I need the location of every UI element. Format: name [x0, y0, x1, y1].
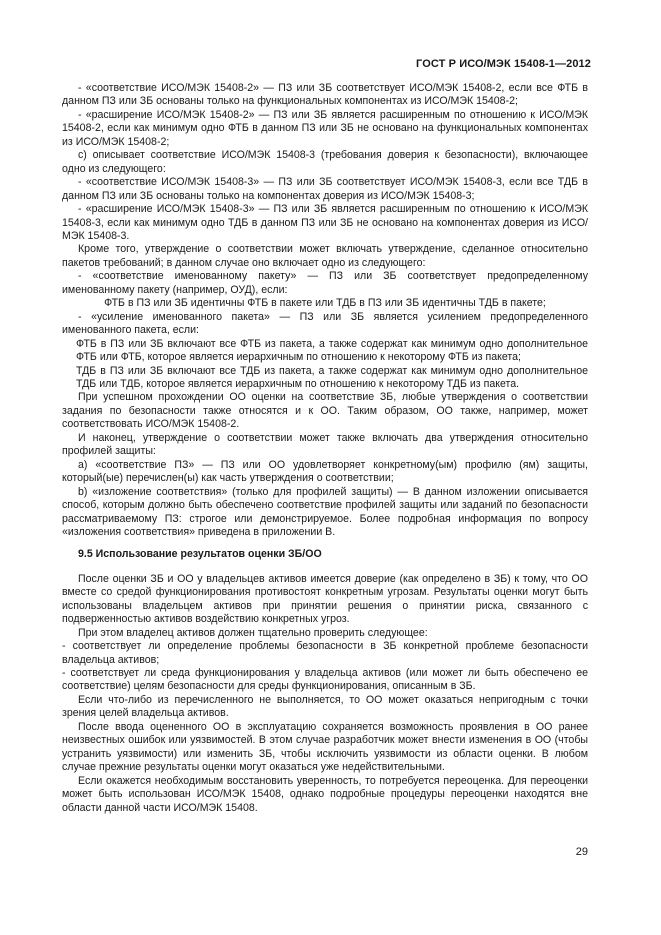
- paragraph: ФТБ в ПЗ или ЗБ включают все ФТБ из пакета, а также содержат как минимум одно дополнительное ФТБ или ФТБ, которое является иерархичным по отношению к некоторому ФТБ из пакета;: [76, 337, 588, 364]
- page-number: 29: [575, 846, 588, 858]
- paragraph: - соответствует ли среда функционирования у владельца активов (или может ли быть обеспечено ее соответствие) целям безопасности для среды функционирования, описанным в ЗБ.: [62, 667, 588, 693]
- paragraph: И наконец, утверждение о соответствии может также включать два утверждения относительно профилей защиты:: [62, 431, 588, 458]
- section-heading: 9.5 Использование результатов оценки ЗБ/ОО: [78, 548, 322, 561]
- paragraph: При этом владелец активов должен тщательно проверить следующее:: [78, 626, 428, 639]
- paragraph: с) описывает соответствие ИСО/МЭК 15408-3 (требования доверия к безопасности), включающее одно из следующего:: [62, 149, 588, 175]
- paragraph: - «соответствие именованному пакету» — ПЗ или ЗБ соответствует предопределенному именованному пакету (например, ОУД), если:: [62, 270, 588, 296]
- paragraph: а) «соответствие ПЗ» — ПЗ или ОО удовлетворяет конкретному(ым) профилю (ям) защиты, который(ые) перечислен(ы) как часть утверждения о соответствии;: [62, 458, 588, 485]
- paragraph: - «расширение ИСО/МЭК 15408-3» — ПЗ или ЗБ является расширенным по отношению к ИСО/МЭК 15408-3, если как минимум одно ТДБ в данном ПЗ или ЗБ не основано на компонентах доверия из ИСО/МЭК 15408-3.: [62, 203, 588, 242]
- paragraph: После оценки ЗБ и ОО у владельцев активов имеется доверие (как определено в ЗБ) к тому, что ОО вместе со средой функционирования противостоят конкретным угрозам. Результаты оценки могут быть использованы владельцем активов при принятии решения о принятии риска, связанного с подверженностью активов воздействию конкретных угроз.: [62, 572, 588, 626]
- paragraph: b) «изложение соответствия» (только для профилей защиты) — В данном изложении описывается способ, которым должно быть обеспечено соответствие профилей защиты или заданий по безопасности рассматриваемому ПЗ: строгое или демонстрируемое. Более подробная информация по вопросу «изложения соответствия» приведена в приложении В.: [62, 485, 588, 538]
- paragraph: После ввода оцененного ОО в эксплуатацию сохраняется возможность проявления в ОО ранее неизвестных ошибок или уязвимостей. В этом случае разработчик может внести изменения в ОО (чтобы устранить уязвимости) или изменить ЗБ, чтобы исключить уязвимости из области оценки. В любом случае прежние результаты оценки могут оказаться уже недействительными.: [62, 720, 588, 774]
- paragraph: ТДБ в ПЗ или ЗБ включают все ТДБ из пакета, а также содержат как минимум одно дополнительное ТДБ или ТДБ, которое является иерархичным по отношению к некоторому ТДБ из пакета.: [76, 364, 588, 390]
- page-content: [62, 82, 588, 815]
- paragraph: Если окажется необходимым восстановить уверенность, то потребуется переоценка. Для переоценки может быть использован ИСО/МЭК 15408, однако подробные процедуры переоценки находятся вне области данной части ИСО/МЭК 15408.: [62, 774, 588, 814]
- paragraph: При успешном прохождении ОО оценки на соответствие ЗБ, любые утверждения о соответствии задания по безопасности также относятся и к ОО. Таким образом, ОО также, например, может соответствовать ИСО/МЭК 15408-2.: [62, 391, 588, 431]
- paragraph: - «усиление именованного пакета» — ПЗ или ЗБ является усилением предопределенного именованного пакета, если:: [62, 310, 588, 337]
- paragraph: - «расширение ИСО/МЭК 15408-2» — ПЗ или ЗБ является расширенным по отношению к ИСО/МЭК 15408-2, если как минимум одно ФТБ в данном ПЗ или ЗБ не основано на функциональных компонентах из ИСО/МЭК 15408-2;: [62, 108, 588, 148]
- paragraph: Если что-либо из перечисленного не выполняется, то ОО может оказаться непригодным с точки зрения целей владельца активов.: [62, 693, 588, 720]
- paragraph: Кроме того, утверждение о соответствии может включать утверждение, сделанное относительно пакетов требований; в данном случае оно включает одно из следующего:: [62, 243, 588, 269]
- paragraph: ФТБ в ПЗ или ЗБ идентичны ФТБ в пакете или ТДБ в ПЗ или ЗБ идентичны ТДБ в пакете;: [104, 297, 546, 310]
- paragraph: - «соответствие ИСО/МЭК 15408-3» — ПЗ или ЗБ соответствует ИСО/МЭК 15408-3, если все ТДБ в данном ПЗ или ЗБ основаны только на компонентах доверия из ИСО/МЭК 15408-3;: [62, 176, 588, 202]
- paragraph: - «соответствие ИСО/МЭК 15408-2» — ПЗ или ЗБ соответствует ИСО/МЭК 15408-2, если все ФТБ в данном ПЗ или ЗБ основаны только на функциональных компонентах из ИСО/МЭК 15408-2;: [62, 82, 588, 108]
- document-header: ГОСТ Р ИСО/МЭК 15408-1—2012: [416, 58, 591, 70]
- paragraph: - соответствует ли определение проблемы безопасности в ЗБ конкретной проблеме безопасности владельца активов;: [62, 640, 588, 666]
